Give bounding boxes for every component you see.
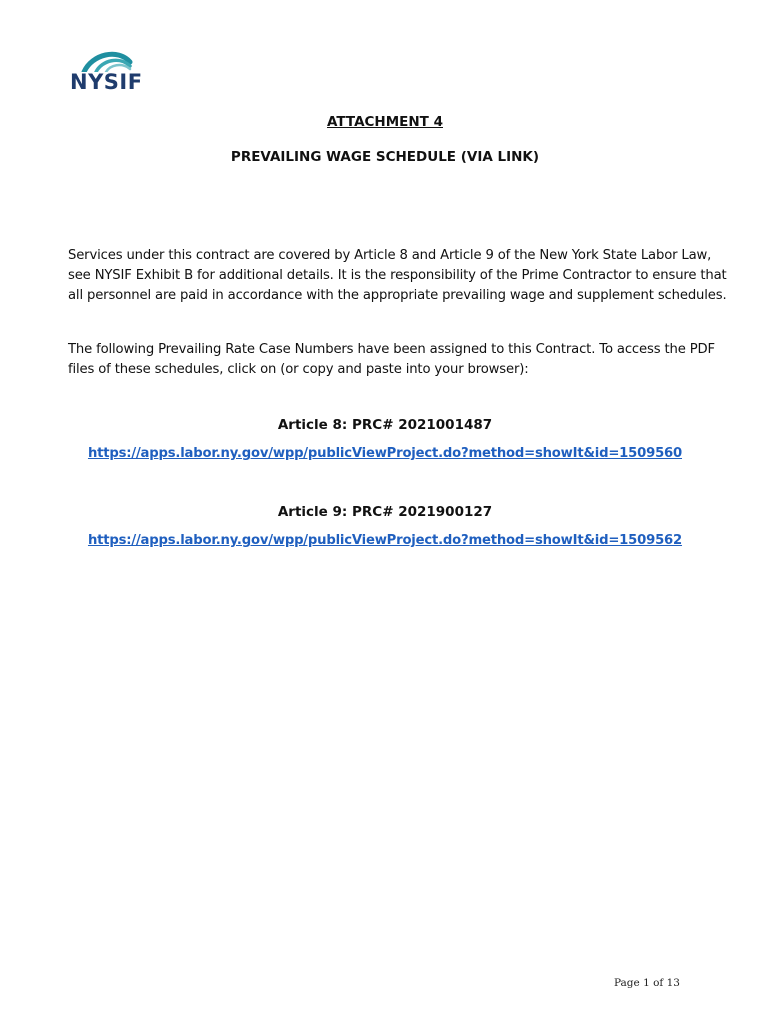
nysif-logo: [70, 48, 162, 94]
paragraph-line: all personnel are paid in accordance with the appropriate prevailing wage and supplement schedules.: [68, 288, 727, 303]
page-number: Page 1 of 13: [613, 977, 680, 989]
article-9-heading: Article 9: PRC# 2021900127: [277, 504, 493, 520]
logo-wordmark: NYSIF: [70, 70, 143, 94]
paragraph-line: see NYSIF Exhibit B for additional details. It is the responsibility of the Prime Contractor to ensure that: [68, 268, 727, 283]
paragraph-line: Services under this contract are covered by Article 8 and Article 9 of the New York State Labor Law,: [68, 248, 712, 263]
attachment-title: ATTACHMENT 4: [327, 114, 443, 130]
article-8-heading: Article 8: PRC# 2021001487: [277, 417, 493, 433]
paragraph-line: The following Prevailing Rate Case Numbers have been assigned to this Contract. To access the PDF: [68, 342, 715, 357]
instructions-paragraph: [68, 340, 715, 380]
article-8-link[interactable]: https://apps.labor.ny.gov/wpp/publicViewProject.do?method=showIt&id=1509560: [87, 446, 683, 461]
schedule-title: PREVAILING WAGE SCHEDULE (VIA LINK): [230, 149, 540, 165]
logo-arcs-icon: [70, 48, 162, 72]
article-9-link[interactable]: https://apps.labor.ny.gov/wpp/publicViewProject.do?method=showIt&id=1509562: [87, 533, 683, 548]
paragraph-line: files of these schedules, click on (or copy and paste into your browser):: [68, 362, 529, 377]
coverage-paragraph: [68, 246, 727, 306]
